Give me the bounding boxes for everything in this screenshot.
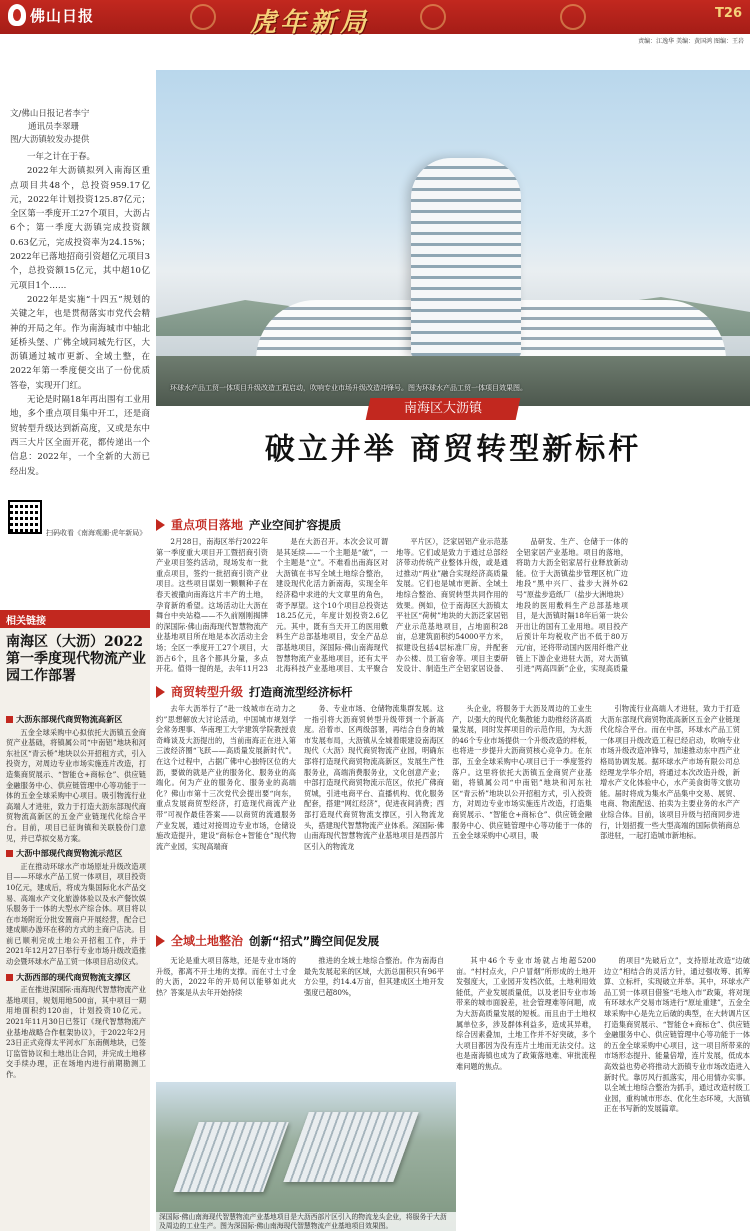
masthead: [0, 0, 750, 44]
sidebar-heading: 大沥中部现代商贸物流示范区: [6, 848, 146, 859]
lede-paragraph: 2022年大沥镇拟列入南海区重点项目共48个，总投资959.17亿元，2022年计划投资125.87亿元；全区第一季度开工27个项目，大沥占6个；第一季度大沥镇完成投资额0.63亿元，完成投资率为24.15%；2022年已落地招商引资超亿元项目3个，总投资额15亿元，其中超10亿元项目1个……: [10, 166, 150, 291]
text-column: 的项目“先破后立”，支持原址改造“边破边立”相结合的灵活方针，通过强收筹、抓筹算、立标杆，实现破立并举。其中，环球水产品工贸一体项目借鉴“毛地入市”政策，将对现有环球水产交易市场进行“原址重建”，五金全球采购中心是先立后破的典型，在大转调片区打造集商贸展示、“智能仓+商标仓”、供应链金融服务中心、供应链管理中心等功能于一体的五金全球采购中心项目，这一项目所带来的市场形态提升、能量倍增，连片发展，低成本高效益也势必将推动大沥镇专业市场改造进入新时代。靠厉风行抓落实，用心用情办实事。以全域土地综合整治为抓手，通过改造村级工业园，重构城市形态、优化生态环境，大沥镇正在书写新的发展篇章。: [604, 956, 750, 1114]
section-3-columns-right: [456, 956, 750, 1231]
text-column: 头企业，将服务于大沥及周边的工业生产，以强大的现代化集散能力助推经济高质量发展，同时发挥项目的示范作用，为大沥的46个专业市场提供一个升级改造的样板，也将进一步提升大沥商贸核心竞争力。在东部，五金全球采购中心项目已于一季度签约落户。这里将依托大沥镇五金商贸产业基础，将镇属公司“中南铝”地块和河东社区“青云桥”地块以公开招租方式，引入投资方，对周边专业市场实施连片改造，打造集商贸展示、“智能仓+商标仓”、供应链金融服务中心、供应链管理中心等功能于一体的五金全球采购中心项目，吸: [452, 704, 592, 841]
column-title: 虎年新局: [250, 8, 371, 38]
qr-code-icon[interactable]: [8, 500, 42, 534]
text-column: 平片区），泛家居铝产业示范基地等。它们或是致力于通过总部经济带动传统产业整体升级，或是通过推动“两业”融合实现经济高质量发展。它们也是城市更新、全域土地综合整治、商贸转型共同作用的效果。例如，位于南海区大沥镇太平社区“荷树”地块的大沥泛家居铝产业示范基地项目，占地面积28亩，总建筑面积约54000平方米，拟建设包括4层标准厂房，并配套办公楼、员工宿舍等。项目主要研发设计、制造生产全铝家居设备、: [396, 537, 508, 673]
section-2-columns: [156, 704, 750, 922]
sidebar-paragraph: 正在推动环球水产市场原址升级改造项目——环球水产品工贸一体项目，项目投资10亿元，建成后，将成为集国际化水产品交易、高端水产文化旅游体验以及水产餐饮娱乐服务于一体的大型水产综合体。项目将以在市场附近分批安置商户开展经营，配合已建成顺办游环在移的方式的主商户店决。目前已顺利完成土地公开招租工作，并于2021年12月27日举行专业市场升级改造推动会暨环球水产品工贸一体项目启动仪式。: [6, 861, 146, 967]
text-column: 无论是重大项目落地，还是专业市场的升级，都离不开土地的支撑。而在寸土寸金的大沥，2022年的开局何以能够如此火热？答案是从去年开始持续: [156, 956, 296, 997]
byline-line: 文/佛山日报记者李宁: [10, 109, 90, 119]
square-bullet-icon: [6, 716, 13, 723]
lede-paragraph: 一年之计在于春。: [27, 152, 96, 162]
sidebar-paragraph: 五金全球采购中心拟依托大沥镇五金商贸产业基础，将镇属公司“中南铝”地块和河东社区“青云桥”地块以公开招租方式，引入投资方，对周边专业市场实施连片改造，打造集商贸展示、“智能仓+商标仓”、供应链金融服务中心、供应链管理中心等功能于一体的五金全球采购中心项目。吸引物流行业高端人才进驻，致力于打造大沥东部现代商贸物流高新区的五金产业链现代化综合平台。目前，项目已征询镇和关联股份门意见，并已草拟交易方案。: [6, 727, 146, 843]
lede-paragraph: 2022年是实施“十四五”规划的关键之年，也是贯彻落实市党代会精神的开局之年。作为南海城市中轴北延桥头堡、广佛全域同城先行区，大沥镇通过城市更新、全域土整，在2022年第一季度便交出了一份优质答卷，实现开门红。: [10, 294, 150, 391]
related-links-title: 南海区（大沥）2022第一季度现代物流产业园工作部署: [6, 634, 146, 684]
decoration-circle-icon: [190, 4, 216, 30]
text-column: 务、专业市场、仓储物流集群发展。这一指引将大沥商贸转型升级带到一个新高度。沿着市、区两级部署，再结合自身的城市发展布局，大沥镇从全城着眼建设南海区现代（大沥）现代商贸物流产业园，明确东部将打造现代商贸物流高新区，发展生产性服务业，高端消费服务业，文化创意产业；中部打造现代商贸物流示范区，依托广佛商贸城，引进电商平台、直播机构、优化服务配套，搭建“网红经济”，促进夜间消费；西部打造现代商贸物流支撑区，引入物流龙头，搭建现代智慧物流产业体系。深国际·佛山南海现代智慧物流产业基地项目是西部片区引入的物流龙: [304, 704, 444, 851]
byline-line: 图/大沥镇较发办提供: [10, 135, 90, 145]
headline: 破立并举 商贸转型新标杆: [264, 432, 642, 467]
paper-name: 佛山日报: [30, 6, 95, 25]
square-bullet-icon: [6, 850, 13, 857]
related-links-tag: 相关链接: [0, 610, 150, 628]
byline-line: 通讯员李翠珊: [28, 122, 80, 132]
paper-logo: [8, 4, 94, 26]
text-column: 是在大沥召开。本次会议可谓是其延续——一个主题是“破”，一个主题是“立”。不难看出南海区对大沥镇在书写全域土地综合整治，建设现代化活力新南海，实现全年经济稳中求进的大文章里的角色，寄予厚望。这个10个项目总投资达18.25亿元，年度计划投资2.6亿元。其中，既有当天开工的医用敷料生产总部基地项目，安全产品总部基地项目，深国际·佛山南海现代智慧物流产业基地项目，还有太平北海科技产业基地项目、太平聚合: [276, 537, 388, 673]
sidebar-heading: 大沥东部现代商贸物流高新区: [6, 714, 146, 725]
decoration-circle-icon: [560, 4, 586, 30]
masthead-bar: [0, 0, 750, 34]
hero-rendering-image: [156, 70, 750, 406]
section-heading-key-projects: 重点项目落地 产业空间扩容提质: [156, 516, 341, 533]
site-caption: 深国际·佛山南海现代智慧物流产业基地项目是大沥西部片区引入的物流龙头企业，将服务于大沥及周边的工业生产。图为深国际·佛山南海现代智慧物流产业基地项目效果图。: [156, 1212, 456, 1231]
lede: [10, 150, 150, 479]
text-column: 推进的全域土地综合整治。作为南海自最先发展起来的区域，大沥总面积只有96平方公里，约14.4万亩，但其建成区土地开发强度已超80%，: [304, 956, 444, 997]
text-column: 其中46个专业市场就占地超5200亩。“村村点火，户户冒烟”所形成的土地开发强度大，工业园开发档次低，土地利用效能低，产业发展质量低，以及老旧专业市场带来的城市面貌差，社会管理难等问题，成为大沥高质量发展的短板。而且由于土地权属单位多，涉及群体利益多，造成其异难，综合因素叠加，土地工作并不好突破，多个大项目都因为没有连片土地而无法交付。这也是南海镇也成为了政策落地难、审批流程难问题的焦点。: [456, 956, 596, 1071]
section-heading-land-consolidation: 全域土地整治 创新“招式”腾空间促发展: [156, 932, 379, 949]
section-1-columns: [156, 537, 750, 673]
text-column: 品研发、生产、仓储于一体的全铝家居产业基地。项目的落地，将助力大沥全铝家居行业释放新动能。位于大沥镇盐步管理区杭广边地段“黑中兴厂、盐步大洲外62号”原盐步造纸厂（盐步大洲地块）地段的医用敷料生产总部基地项目，是大沥镇时隔18年后第一块公开出让的国有工业用地。项目投产后预计年均税收产出不低于80万元/亩，还将带动国内医用纤维产业链上下游企业进驻大沥，对大沥镇引进“两高四新”企业，实现高质量: [516, 537, 628, 673]
triangle-bullet-icon: [156, 519, 165, 531]
triangle-bullet-icon: [156, 935, 165, 947]
logistics-base-rendering-image: [156, 1082, 456, 1231]
text-column: 2月28日，南海区举行2022年第一季度重大项目开工暨招商引资产业项目签约活动，现场发布一批重点项目，签约一批招商引资产业项目。这些项目谋划一颗颗种子在春天被撒向南海这片丰产的土地，孕育新的希望。这场活动让大沥在舞台中央站稳——不久前刚刚揭牌的深国际·佛山南海现代智慧物流产业基地项目所在地是本次活动主会场；全区一季度开工27个项目，大沥占6个，且各个都具分量，多点开花。值得一提的是，去年11月23: [156, 537, 268, 673]
warehouse-building: [173, 1122, 288, 1192]
warehouse-building: [283, 1112, 418, 1182]
text-column: 引物流行业高端人才进驻，致力于打造大沥东部现代商贸物流高新区五金产业链现代化综合平台。而在中部，环球水产品工贸一体项目升级改造工程已经启动，吹响专业市场升级改造冲锋号，加速推动东中西产业格局协调发展。据环球水产市场有限公司总经理龙学华介绍，将通过本次改造升级，新增水产文化体验中心，水产美食街等文旅功能。届时将成为集水产品集中交易、展贸、电商、物流配送、拍卖为主要业务的水产产业综合体。目前，该项目升级与招商同步进行，计划招揽一些大型高端的国际供销商总部进驻，一起打造城市新地标。: [600, 704, 740, 841]
square-bullet-icon: [6, 974, 13, 981]
section-heading-trade-upgrade: 商贸转型升级 打造商流型经济标杆: [156, 683, 353, 700]
sidebar-paragraph: 正在推进深国际·南海现代智慧物流产业基地项目，规划用地500亩，其中项目一期用地面积约120亩，计划投资10亿元。2021年11月30日已签订《现代智慧物流产业基地战略合作框架协议》，于2022年2月23日正式竞得太平河水厂东南侧地块，已签订监管协议和土地出让合同，并完成土地移交手续办理，正在场地内进行前期勘测工作。: [6, 985, 146, 1079]
related-links-body: [6, 710, 146, 1084]
triangle-bullet-icon: [156, 686, 165, 698]
editor-credits: 责编：江逸华 美编：黄国鸿 图编：王岩: [638, 38, 744, 45]
qr-caption: 扫码收看《南海观潮·虎年新局》: [46, 529, 147, 537]
text-column: 去年大沥举行了“赴一线城市在动力之约”思想解放大讨论活动，中国城市规划学会常务理事、华南理工大学建筑学院教授袁奇峰谈及大沥提出的，当前南海正在进入第三波经济圈“飞跃——高质量发展新时代”。在这个过程中，占据广佛中心独特区位的大沥，要做的就是产业的服务化、服务业的高端化。何为产业的服务化、服务业的高端化？佛山市第十三次党代会提出要“向东，重点发展商贸型经济，打造现代商流产业带”可视作最佳答案——以商贸的流通服务产业发展，通过对接周边专业市场，仓储设施改造提升，建设“商标仓+智能仓”现代物流产业园，实现高端商: [156, 704, 296, 851]
text-column: [636, 537, 742, 673]
kicker: 南海区大沥镇: [366, 398, 521, 420]
page-number: T26: [715, 6, 742, 21]
decoration-circle-icon: [420, 4, 446, 30]
hero-caption: 环球水产品工贸一体项目升级改造工程启动，吹响专业市场升级改造冲锋号。图为环球水产品工贸一体项目效果图。: [170, 384, 527, 392]
byline: [10, 108, 150, 147]
flame-logo-icon: [8, 4, 26, 26]
sidebar-heading: 大沥西部的现代商贸物流支撑区: [6, 972, 146, 983]
tower-building: [411, 158, 521, 358]
lede-paragraph: 无论是时隔18年再出围有工业用地，多个重点项目集中开工，还是商贸转型升级达到新高度，又或是东中西三大片区全面开花，都传递出一个信息：2022年，一个全新的大沥已经出发。: [10, 395, 150, 477]
